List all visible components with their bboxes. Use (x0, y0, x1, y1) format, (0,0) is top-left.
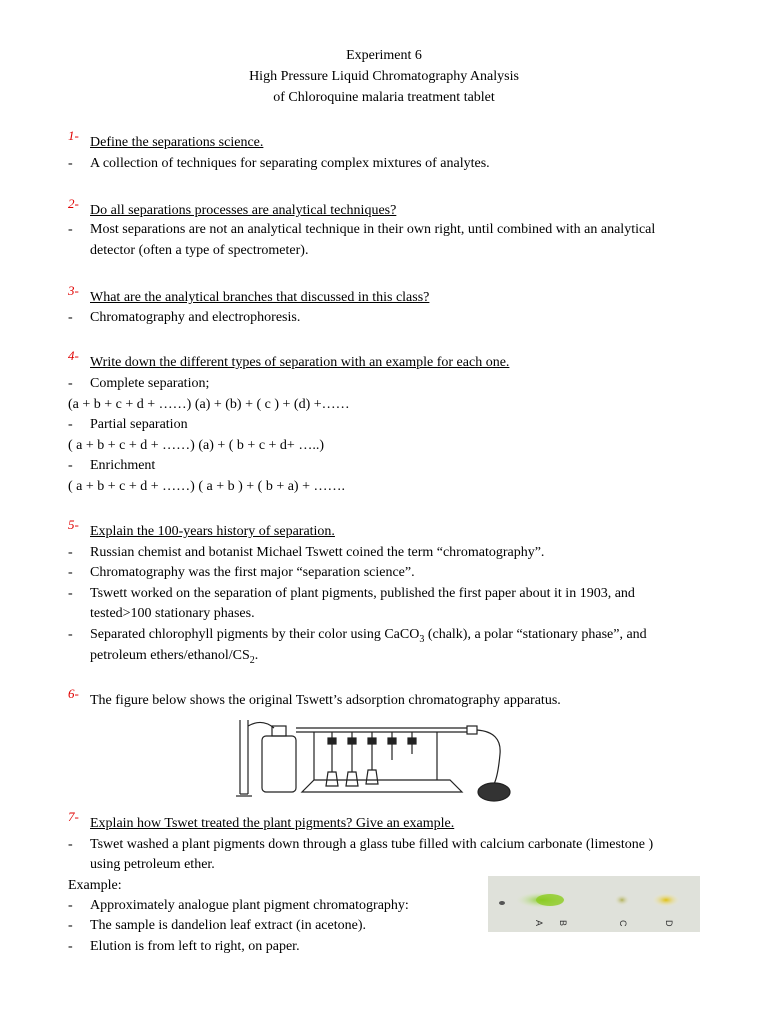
bullet-dash: - (68, 458, 73, 473)
answer-3: Chromatography and electrophoresis. (90, 310, 301, 325)
experiment-number: Experiment 6 (346, 48, 422, 63)
answer-2-line-2: detector (often a type of spectrometer). (90, 243, 309, 258)
question-4: Write down the different types of separation with an example for each one. (90, 355, 510, 370)
question-6-text: The figure below shows the original Tswett’s adsorption chromatography apparatus. (90, 693, 561, 708)
answer-5-item-4-line-2: petroleum ethers/$ethanol/CS_2$. (90, 648, 259, 666)
tswett-apparatus-figure (232, 714, 522, 804)
bullet-dash: - (68, 939, 73, 954)
bullet-dash: - (68, 565, 73, 580)
question-1: Define the separations science. (90, 135, 264, 150)
bullet-dash: - (68, 545, 73, 560)
answer-5-item-1: Russian chemist and botanist Michael Tswett coined the term “chromatography”. (90, 545, 545, 560)
example-item-2: The sample is dandelion leaf extract (in acetone). (90, 918, 366, 933)
bullet-dash: - (68, 586, 73, 601)
example-label: Example: (68, 878, 122, 893)
answer-7-line-1: Tswet washed a plant pigments down through a glass tube filled with calcium carbonate (limestone ) (90, 837, 654, 852)
partial-separation-label: Partial separation (90, 417, 188, 432)
lane-label-a: A (534, 920, 544, 927)
lane-label-c: C (618, 920, 628, 927)
complete-separation-label: Complete separation; (90, 376, 210, 391)
answer-5-item-2: Chromatography was the first major “separation science”. (90, 565, 415, 580)
question-number-1: 1- (68, 128, 79, 143)
answer-2-line-1: Most separations are not an analytical technique in their own right, until combined with an analytical (90, 222, 656, 237)
answer-5-item-4-line-1: Separated chlorophyll pigments by their color using CaCO$_3$ (chalk), a polar “stationary phase”, and (90, 627, 647, 645)
bullet-dash: - (68, 417, 73, 432)
paper-chromatogram-image (488, 876, 700, 932)
experiment-subtitle: of Chloroquine malaria treatment tablet (273, 90, 495, 105)
question-number-2: 2- (68, 196, 79, 211)
question-number-3: 3- (68, 283, 79, 298)
question-number-6: 6- (68, 686, 79, 701)
bullet-dash: - (68, 222, 73, 237)
lane-label-d: D (664, 920, 674, 927)
question-number-5: 5- (68, 517, 79, 532)
bullet-dash: - (68, 627, 73, 642)
bullet-dash: - (68, 310, 73, 325)
bullet-dash: - (68, 898, 73, 913)
bullet-dash: - (68, 376, 73, 391)
enrichment-label: Enrichment (90, 458, 156, 473)
partial-separation-equation: ( a + b + c + d + ……) (a) + ( b + c + d+ …..) (68, 438, 324, 453)
example-item-1: Approximately analogue plant pigment chromatography: (90, 898, 409, 913)
answer-1: A collection of techniques for separating complex mixtures of analytes. (90, 156, 490, 171)
enrichment-equation: ( a + b + c + d + ……) ( a + b ) + ( b + a) + ……. (68, 479, 345, 494)
question-number-7: 7- (68, 809, 79, 824)
question-5: Explain the 100-years history of separation. (90, 524, 335, 539)
bullet-dash: - (68, 156, 73, 171)
bullet-dash: - (68, 918, 73, 933)
question-7: Explain how Tswet treated the plant pigments? Give an example. (90, 816, 455, 831)
question-3: What are the analytical branches that discussed in this class? (90, 290, 430, 305)
bullet-dash: - (68, 837, 73, 852)
example-item-3: Elution is from left to right, on paper. (90, 939, 300, 954)
answer-7-line-2: using petroleum ether. (90, 857, 215, 872)
question-2: Do all separations processes are analytical techniques? (90, 203, 397, 218)
answer-5-item-3-line-2: tested>100 stationary phases. (90, 606, 255, 621)
experiment-title: High Pressure Liquid Chromatography Analysis (249, 69, 519, 84)
answer-5-item-3-line-1: Tswett worked on the separation of plant pigments, published the first paper about it in 1903, and (90, 586, 635, 601)
complete-separation-equation: (a + b + c + d + ……) (a) + (b) + ( c ) + (d) +…… (68, 397, 350, 412)
question-number-4: 4- (68, 348, 79, 363)
lane-label-b: B (558, 920, 568, 927)
